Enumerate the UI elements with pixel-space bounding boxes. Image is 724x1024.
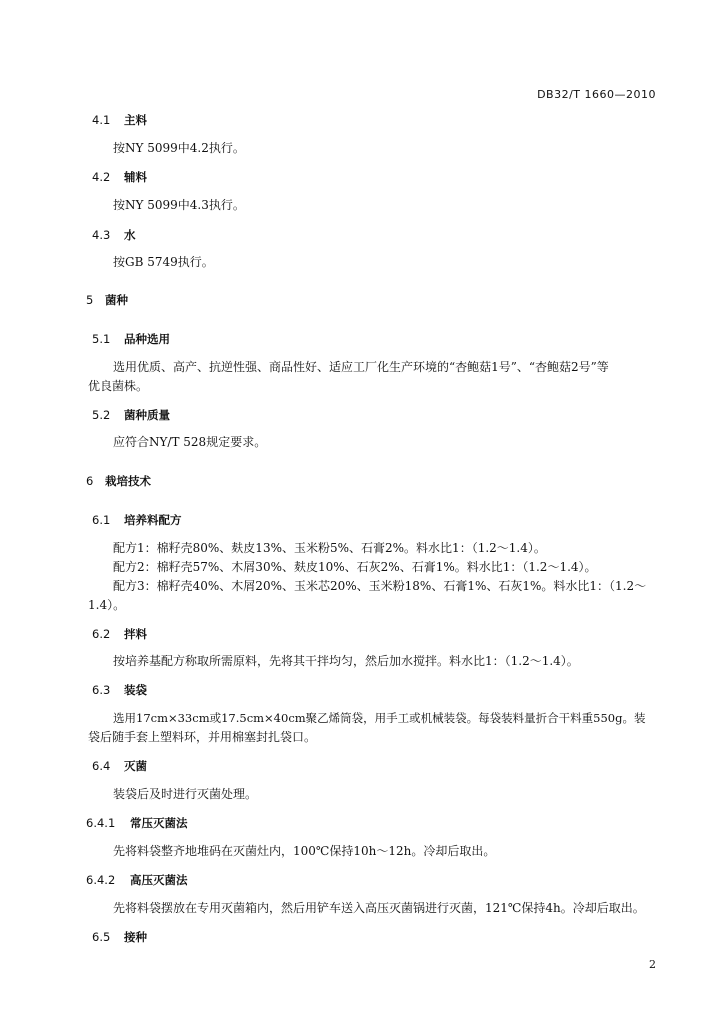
paragraph-6-4-1: 先将料袋整齐地堆码在灭菌灶内，100℃保持10h～12h。冷却后取出。 — [113, 844, 496, 858]
formula-2: 配方2：棉籽壳57%、木屑30%、麸皮10%、石灰2%、石膏1%。料水比1：（1.2～1.4）。 — [113, 560, 597, 574]
heading-6-5: 6.5 接种 — [92, 930, 147, 944]
heading-5-1: 5.1 品种选用 — [92, 332, 170, 346]
paragraph-5-1-line1: 选用优质、高产、抗逆性强、商品性好、适应工厂化生产环境的“杏鲍菇1号”、“杏鲍菇2号”等 — [113, 360, 609, 374]
heading-6: 6 栽培技术 — [86, 474, 151, 488]
heading-4-2: 4.2 辅料 — [92, 170, 147, 184]
heading-6-3: 6.3 装袋 — [92, 683, 147, 697]
page-number: 2 — [649, 958, 656, 971]
heading-6-2: 6.2 拌料 — [92, 627, 147, 641]
paragraph-6-2: 按培养基配方称取所需原料，先将其干拌均匀，然后加水搅拌。料水比1：（1.2～1.4）。 — [113, 654, 579, 668]
paragraph-6-4-2: 先将料袋摆放在专用灭菌箱内，然后用铲车送入高压灭菌锅进行灭菌，121℃保持4h。冷却后取出。 — [113, 901, 645, 915]
paragraph-6-4: 装袋后及时进行灭菌处理。 — [113, 787, 258, 801]
heading-6-1: 6.1 培养料配方 — [92, 513, 182, 527]
heading-4-3: 4.3 水 — [92, 228, 136, 242]
heading-6-4: 6.4 灭菌 — [92, 759, 147, 773]
paragraph-4-3: 按GB 5749执行。 — [113, 255, 214, 269]
heading-5-2: 5.2 菌种质量 — [92, 408, 170, 422]
formula-3-line1: 配方3：棉籽壳40%、木屑20%、玉米芯20%、玉米粉18%、石膏1%、石灰1%。料水比1：（1.2～ — [113, 579, 647, 593]
formula-1: 配方1：棉籽壳80%、麸皮13%、玉米粉5%、石膏2%。料水比1：（1.2～1.4）。 — [113, 541, 546, 555]
paragraph-5-1-line2: 优良菌株。 — [88, 379, 149, 393]
formula-3-line2: 1.4）。 — [88, 598, 126, 612]
paragraph-5-2: 应符合NY/T 528规定要求。 — [113, 435, 267, 449]
standard-code: DB32/T 1660—2010 — [537, 88, 656, 101]
paragraph-6-3-line1: 选用17cm×33cm或17.5cm×40cm聚乙烯筒袋，用手工或机械装袋。每袋装料量折合干料重550g。装 — [113, 711, 646, 725]
paragraph-6-3-line2: 袋后随手套上塑料环，并用棉塞封扎袋口。 — [88, 730, 317, 744]
heading-4-1: 4.1 主料 — [92, 113, 147, 127]
paragraph-4-1: 按NY 5099中4.2执行。 — [113, 141, 245, 155]
heading-6-4-2: 6.4.2 高压灭菌法 — [86, 873, 188, 887]
heading-5: 5 菌种 — [86, 293, 128, 307]
heading-6-4-1: 6.4.1 常压灭菌法 — [86, 816, 188, 830]
paragraph-4-2: 按NY 5099中4.3执行。 — [113, 198, 245, 212]
